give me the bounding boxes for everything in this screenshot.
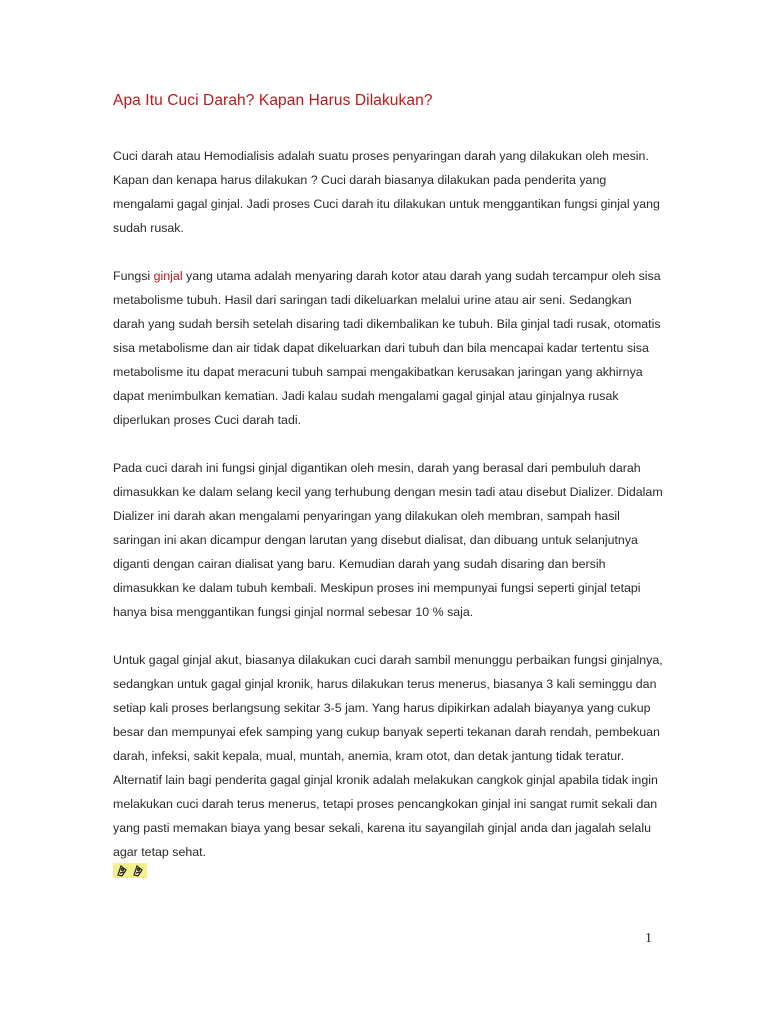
emoticon-icon [115,863,129,878]
ginjal-link[interactable]: ginjal [153,269,183,283]
paragraph-intro: Cuci darah atau Hemodialisis adalah suatu proses penyaringan darah yang dilakukan oleh mesin. Kapan dan kenapa harus dilakukan ? Cuci darah biasanya dilakukan pada penderita yang mengalami gagal ginjal. Jadi proses Cuci darah itu dilakukan untuk menggantikan fungsi ginjal yang sudah rusak. [113,149,660,235]
paragraph-text-before-link: Fungsi [113,269,154,283]
emoticon-icon [131,863,145,878]
paragraph-acute-chronic: Untuk gagal ginjal akut, biasanya dilakukan cuci darah sambil menunggu perbaikan fungsi ginjalnya, sedangkan untuk gagal ginjal kronik, harus dilakukan terus menerus, biasanya 3 kali seminggu dan setiap kali proses berlangsung sekitar 3-5 jam. Yang harus dipikirkan adalah biayanya yang cukup besar dan mempunyai efek samping yang cukup banyak seperti tekanan darah rendah, pembekuan darah, infeksi, sakit kepala, mual, muntah, anemia, kram otot, dan detak jantung tidak teratur. Alternatif lain bagi penderita gagal ginjal kronik adalah melakukan cangkok ginjal apabila tidak ingin melakukan cuci darah terus menerus, tetapi proses pencangkokan ginjal ini sangat rumit sekali dan yang pasti memakan biaya yang besar sekali, karena itu sayangilah ginjal anda dan jagalah selalu agar tetap sehat. [113,653,663,859]
emoticon-strip [113,863,147,878]
paragraph-dialysis-process: Pada cuci darah ini fungsi ginjal digantikan oleh mesin, darah yang berasal dari pembuluh darah dimasukkan ke dalam selang kecil yang terhubung dengan mesin tadi atau disebut Dializer. Didalam Dializer ini darah akan mengalami penyaringan yang dilakukan oleh membran, sampah hasil saringan ini akan dicampur dengan larutan yang disebut dialisat, dan dibuang untuk selanjutnya diganti dengan cairan dialisat yang baru. Kemudian darah yang sudah disaring dan bersih dimasukkan ke dalam tubuh kembali. Meskipun proses ini mempunyai fungsi seperti ginjal tetapi hanya bisa menggantikan fungsi ginjal normal sebesar 10 % saja. [113,461,663,619]
document-title: Apa Itu Cuci Darah? Kapan Harus Dilakukan? [113,92,433,109]
paragraph-kidney-function [113,264,665,432]
paragraph-text-after-link: yang utama adalah menyaring darah kotor atau darah yang sudah tercampur oleh sisa metabolisme tubuh. Hasil dari saringan tadi dikeluarkan melalui urine atau air seni. Sedangkan darah yang sudah bersih setelah disaring tadi dikembalikan ke tubuh. Bila ginjal tadi rusak, otomatis sisa metabolisme dan air tidak dapat dikeluarkan dari tubuh dan bila mencapai kadar tertentu sisa metabolisme itu dapat meracuni tubuh sampai mengakibatkan kerusakan jaringan yang akhirnya dapat menimbulkan kematian. Jadi kalau sudah mengalami gagal ginjal atau ginjalnya rusak diperlukan proses Cuci darah tadi. [113,269,661,427]
page-number: 1 [645,931,652,946]
